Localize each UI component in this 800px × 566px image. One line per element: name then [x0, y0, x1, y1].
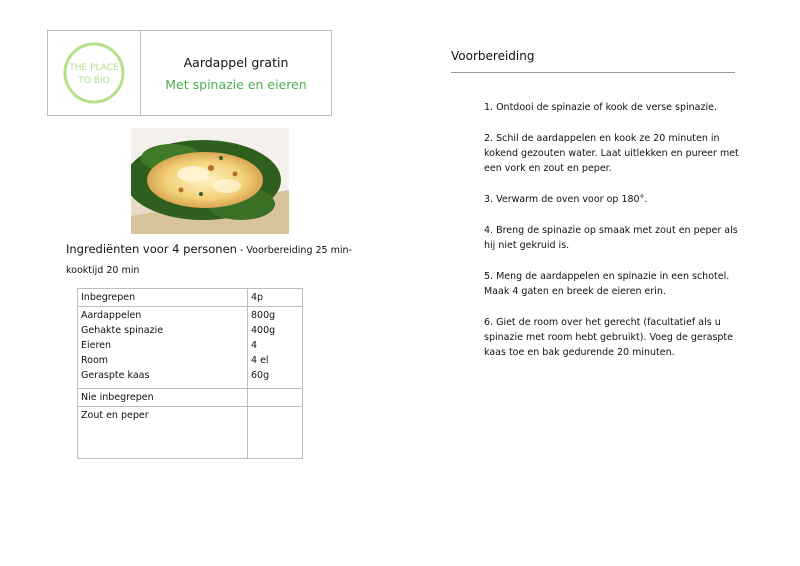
ingredient-amount: 60g	[251, 370, 270, 381]
ingredient-name: Geraspte kaas	[81, 370, 150, 381]
step-5: 5. Meng de aardappelen en spinazie in een schotel. Maak 4 gaten en breek de eieren erin.	[484, 271, 730, 297]
not-included-label: Nie inbegrepen	[78, 389, 248, 407]
empty-cell	[248, 389, 303, 407]
not-included-items	[78, 407, 248, 459]
logo-line2: TO BIO	[78, 76, 110, 86]
ingredient-amount: 800g	[251, 310, 276, 321]
recipe-title: Aardappel gratin	[183, 54, 289, 70]
step-6: 6. Giet de room over het gerecht (facultatief als u spinazie met room hebt gebruikt). Voeg de geraspte kaas toe en bak gedurende 20 minuten.	[484, 317, 733, 358]
ingredient-names	[78, 307, 248, 389]
table-row	[78, 407, 303, 459]
step-4: 4. Breng de spinazie op smaak met zout en peper als hij niet gekruid is.	[484, 225, 738, 251]
preparation-steps	[484, 100, 742, 376]
ingredient-name: Aardappelen	[81, 310, 142, 321]
ingredient-amount: 4	[251, 340, 258, 351]
ingredient-amounts	[248, 307, 303, 389]
ingredient-amount: 400g	[251, 325, 276, 336]
ingredient-amount: 4 el	[251, 355, 269, 366]
step-1: 1. Ontdooi de spinazie of kook de verse spinazie.	[484, 102, 717, 113]
ingredients-title: Ingrediënten voor 4 personen	[66, 242, 237, 256]
logo-cell	[48, 31, 141, 115]
empty-cell	[248, 407, 303, 459]
included-label: Inbegrepen	[78, 289, 248, 307]
ingredient-name: Eieren	[81, 340, 112, 351]
table-row	[78, 307, 303, 389]
preparation-divider	[451, 72, 735, 73]
the-place-to-bio-logo	[61, 40, 127, 106]
gratin-image	[131, 128, 289, 234]
ingredient-name: Room	[81, 355, 109, 366]
table-row	[78, 389, 303, 407]
gratin-photo	[131, 128, 289, 234]
ingredient-name: Gehakte spinazie	[81, 325, 164, 336]
ingredients-heading	[66, 240, 366, 280]
not-included-item: Zout en peper	[81, 410, 149, 421]
logo-line1: THE PLACE	[69, 63, 119, 73]
title-cell	[141, 31, 331, 115]
ingredients-table	[77, 288, 303, 459]
preparation-heading: Voorbereiding	[451, 49, 535, 63]
recipe-subtitle: Met spinazie en eieren	[165, 76, 307, 92]
recipe-header	[47, 30, 332, 116]
included-portion: 4p	[248, 289, 303, 307]
table-row	[78, 289, 303, 307]
step-3: 3. Verwarm de oven voor op 180°.	[484, 194, 648, 205]
step-2: 2. Schil de aardappelen en kook ze 20 minuten in kokend gezouten water. Laat uitlekken en pureer met een vork en zout en peper.	[484, 133, 739, 174]
ingredients-meta: - Voorbereiding 25 min-kooktijd 20 min	[66, 245, 352, 276]
